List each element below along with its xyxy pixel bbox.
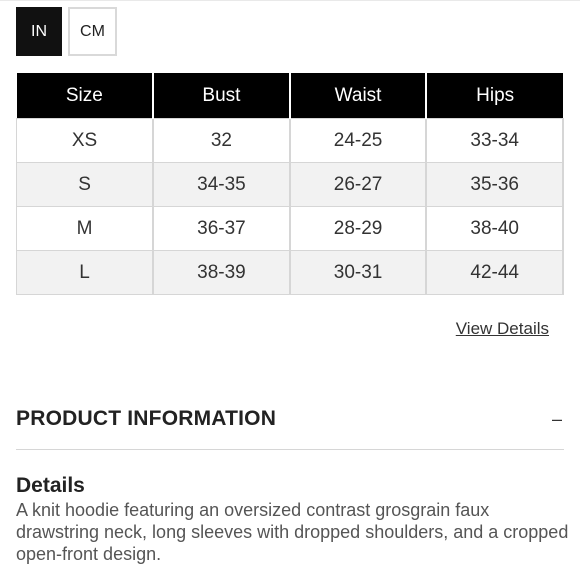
cell-waist: 30-31 <box>290 251 427 295</box>
unit-in-button[interactable]: IN <box>16 7 62 56</box>
section-divider <box>16 449 564 450</box>
cell-size: XS <box>17 119 154 163</box>
cell-hips: 35-36 <box>426 163 563 207</box>
header-bust: Bust <box>153 73 290 119</box>
header-size: Size <box>17 73 154 119</box>
cell-size: M <box>17 207 154 251</box>
table-row <box>17 251 564 295</box>
details-heading: Details <box>16 474 85 497</box>
cell-hips: 38-40 <box>426 207 563 251</box>
product-information-header[interactable] <box>16 404 564 434</box>
top-divider <box>0 0 580 1</box>
cell-waist: 26-27 <box>290 163 427 207</box>
unit-cm-button[interactable]: CM <box>68 7 117 56</box>
details-description: A knit hoodie featuring an oversized contrast grosgrain faux drawstring neck, long sleeves with dropped shoulders, and a cropped open-front design. <box>16 500 569 564</box>
table-row <box>17 119 564 163</box>
cell-size: S <box>17 163 154 207</box>
product-information-title: PRODUCT INFORMATION <box>16 407 277 430</box>
table-row <box>17 163 564 207</box>
cell-size: L <box>17 251 154 295</box>
view-details-link[interactable]: View Details <box>455 319 549 338</box>
table-header-row <box>17 73 564 119</box>
size-chart-table <box>16 73 564 295</box>
cell-waist: 24-25 <box>290 119 427 163</box>
cell-bust: 32 <box>153 119 290 163</box>
cell-waist: 28-29 <box>290 207 427 251</box>
cell-hips: 42-44 <box>426 251 563 295</box>
header-hips: Hips <box>426 73 563 119</box>
header-waist: Waist <box>290 73 427 119</box>
cell-bust: 38-39 <box>153 251 290 295</box>
collapse-minus-icon[interactable]: – <box>551 408 562 429</box>
table-row <box>17 207 564 251</box>
cell-hips: 33-34 <box>426 119 563 163</box>
cell-bust: 36-37 <box>153 207 290 251</box>
cell-bust: 34-35 <box>153 163 290 207</box>
